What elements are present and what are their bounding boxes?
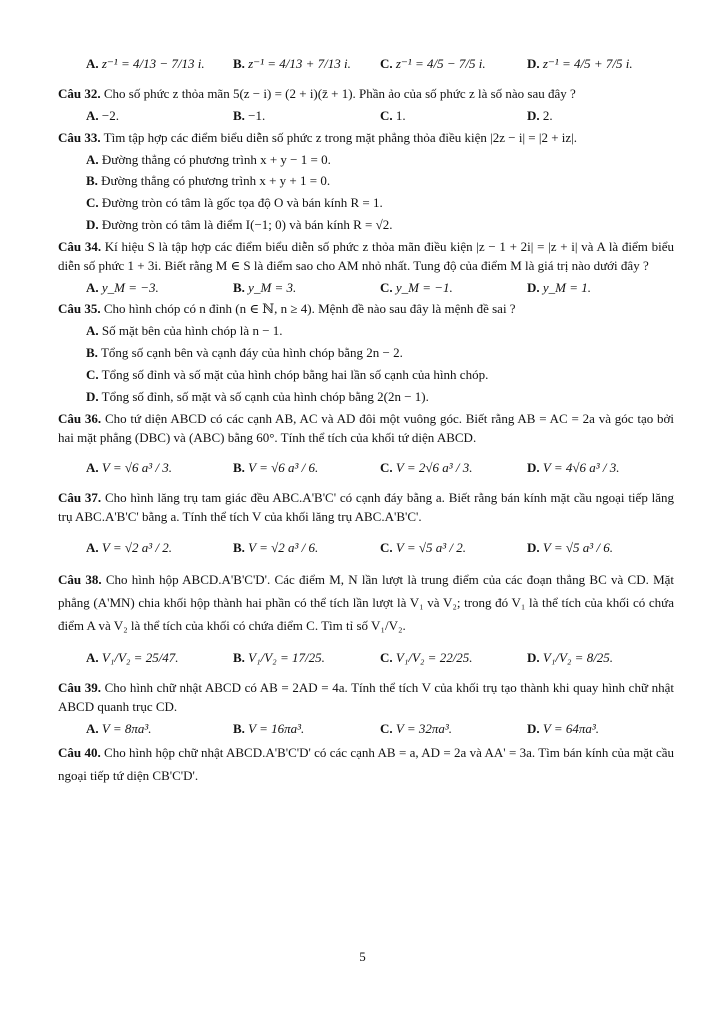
option-d: D. z⁻¹ = 4/5 + 7/5 i. (527, 55, 633, 71)
option-a: A. V = 8πa³. (86, 720, 152, 736)
question-number: Câu 36. (58, 410, 102, 426)
question-text: Cho số phức z thỏa mãn 5(z − i) = (2 + i)(z̄ + 1). Phần ảo của số phức z là số nào sau đây ? (103, 86, 576, 101)
option-b: B. V = 16πa³. (233, 720, 305, 736)
question-text: Cho hình chóp có n đỉnh (n ∈ ℕ, n ≥ 4). Mệnh đề nào sau đây là mệnh đề sai ? (103, 301, 516, 317)
option-d: D. Tổng số đỉnh, số mặt và số cạnh của hình chóp bằng 2(2n − 1). (86, 388, 429, 404)
question-35 (58, 300, 674, 319)
question-40 (58, 742, 674, 788)
question-text: Kí hiệu S là tập hợp các điểm biểu diễn số phức z thỏa mãn điều kiện |z − 1 + 2i| = |z + i| và A là điểm biểu diễn số phức 1 + 3i. Biết rằng M ∈ S là điểm sao cho AM nhỏ nhất. Tung độ của điểm M là giá trị nào dưới đây ? (58, 238, 674, 273)
question-37 (58, 489, 674, 527)
option-a: A. y_M = −3. (86, 279, 159, 295)
option-c: C. z⁻¹ = 4/5 − 7/5 i. (380, 55, 486, 71)
option-a: A. −2. (86, 107, 119, 123)
option-d: D. y_M = 1. (527, 279, 592, 295)
option-b: B. V₁/V₂ = 17/25. (233, 649, 325, 665)
option-b: B. −1. (233, 107, 266, 123)
q38-options (58, 640, 674, 676)
question-38 (58, 569, 674, 637)
question-text: Cho tứ diện ABCD có các cạnh AB, AC và AD đôi một vuông góc. Biết rằng AB = AC = 2a và góc tạo bởi hai mặt phẳng (DBC) và (ABC) bằng 60°. Tính thể tích của khối tứ diện ABCD. (58, 410, 674, 445)
question-number: Câu 35. (58, 301, 101, 317)
option-c: C. Tổng số đỉnh và số mặt của hình chóp bằng hai lần số cạnh của hình chóp. (86, 366, 489, 382)
option-b: B. z⁻¹ = 4/13 + 7/13 i. (233, 55, 351, 71)
q31-options (58, 46, 674, 82)
question-number: Câu 33. (58, 129, 101, 145)
question-32 (58, 85, 674, 104)
option-c: C. V = √5 a³ / 2. (380, 539, 467, 555)
question-text: Cho hình hộp chữ nhật ABCD.A'B'C'D' có các cạnh AB = a, AD = 2a và AA' = 3a. Tìm bán kính của mặt cầu ngoại tiếp tứ diện CB'C'D'. (58, 744, 674, 783)
option-d: D. V = 64πa³. (527, 720, 600, 736)
question-text: Tìm tập hợp các điểm biểu diễn số phức z trong mặt phẳng thỏa điều kiện |2z − i| = |2 + iz|. (103, 129, 578, 145)
option-c: C. y_M = −1. (380, 279, 453, 295)
option-a: A. z⁻¹ = 4/13 − 7/13 i. (86, 55, 205, 71)
option-a: A. V = √6 a³ / 3. (86, 459, 173, 475)
option-d: D. 2. (527, 107, 553, 123)
option-c: C. 1. (380, 107, 406, 123)
option-b: B. Đường thẳng có phương trình x + y + 1 = 0. (86, 173, 331, 189)
option-d: D. V₁/V₂ = 8/25. (527, 649, 614, 665)
option-b: B. Tổng số cạnh bên và cạnh đáy của hình chóp bằng 2n − 2. (86, 345, 403, 361)
option-a: A. Đường thẳng có phương trình x + y − 1 = 0. (86, 151, 331, 167)
question-text: Cho hình lăng trụ tam giác đều ABC.A'B'C' có cạnh đáy bằng a. Biết rằng bán kính mặt cầu ngoại tiếp lăng trụ ABC.A'B'C' bằng a. Tính thể tích V của khối lăng trụ ABC.A'B'C'. (58, 490, 674, 525)
page-content (58, 44, 674, 790)
question-text: Cho hình chữ nhật ABCD có AB = 2AD = 4a. Tính thể tích V của khối trụ tạo thành khi quay hình chữ nhật ABCD quanh trục CD. (58, 680, 674, 715)
q37-options (58, 530, 674, 566)
option-d: D. V = √5 a³ / 6. (527, 539, 614, 555)
question-number: Câu 39. (58, 680, 101, 696)
question-number: Câu 34. (58, 238, 102, 254)
question-33 (58, 129, 674, 148)
option-b: B. V = √2 a³ / 6. (233, 539, 319, 555)
q39-options (58, 720, 674, 739)
q36-options (58, 450, 674, 486)
question-text: Cho hình hộp ABCD.A'B'C'D'. Các điểm M, N lần lượt là trung điểm của các đoạn thẳng BC và CD. Mặt phẳng (A'MN) chia khối hộp thành hai phần có thể tích lần lượt là V₁ và V₂; trong đó V₁ là thể tích của khối có chứa điểm A và V₂ là thể tích của khối có chứa điểm C. Tìm tỉ số V₁/V₂. (58, 572, 675, 633)
option-c: C. Đường tròn có tâm là gốc tọa độ O và bán kính R = 1. (86, 195, 383, 211)
option-c: C. V₁/V₂ = 22/25. (380, 649, 473, 665)
option-c: C. V = 32πa³. (380, 720, 453, 736)
q34-options (58, 279, 674, 298)
page-number: 5 (359, 949, 366, 964)
question-34 (58, 238, 674, 276)
option-a: A. V = √2 a³ / 2. (86, 539, 173, 555)
question-number: Câu 40. (58, 744, 101, 760)
question-39 (58, 679, 674, 717)
q32-options (58, 107, 674, 126)
question-number: Câu 32. (58, 86, 101, 101)
option-d: D. Đường tròn có tâm là điểm I(−1; 0) và bán kính R = √2. (86, 217, 393, 233)
question-number: Câu 37. (58, 490, 102, 506)
option-b: B. V = √6 a³ / 6. (233, 459, 319, 475)
option-a: A. V₁/V₂ = 25/47. (86, 649, 179, 665)
option-b: B. y_M = 3. (233, 279, 297, 295)
question-36 (58, 410, 674, 448)
question-number: Câu 38. (58, 572, 102, 588)
option-a: A. Số mặt bên của hình chóp là n − 1. (86, 323, 283, 339)
option-d: D. V = 4√6 a³ / 3. (527, 459, 620, 475)
option-c: C. V = 2√6 a³ / 3. (380, 459, 473, 475)
